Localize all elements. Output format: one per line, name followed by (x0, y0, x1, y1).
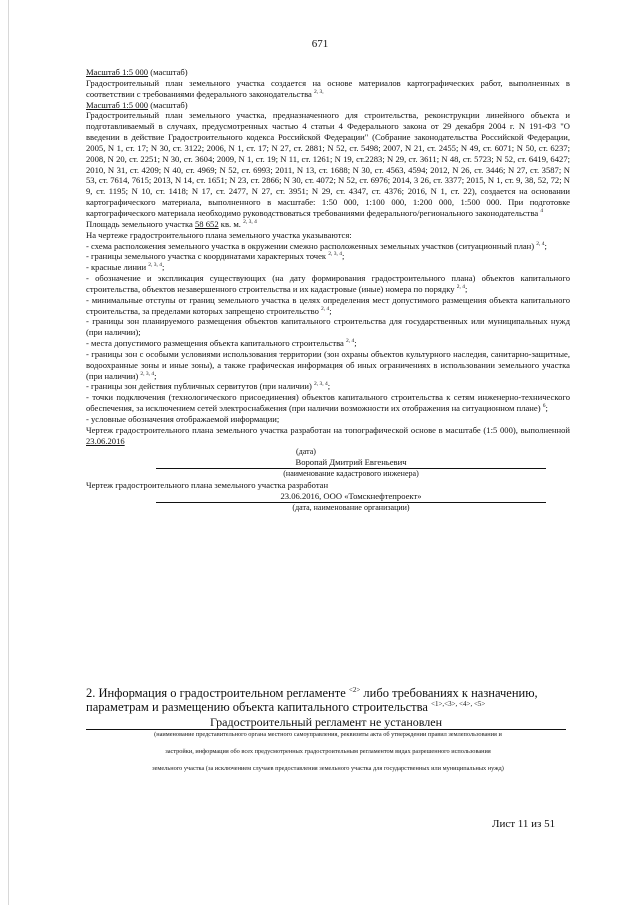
list-item (86, 392, 570, 414)
section-2-title (86, 686, 576, 714)
list-item-end: ; (545, 403, 548, 414)
list-item-text: - обозначение и экспликация существующих (на дату формирования градостроительного плана) объектов капитального строительства, объектов незавершенного строительства и их кадастровые (иные) номера по порядку (86, 273, 570, 294)
date-caption: (дата) (296, 446, 316, 456)
list-item (86, 338, 570, 349)
list-item-text: - границы зон планируемого размещения объектов капитального строительства для государственных или муниципальных нужд (при наличии); (86, 316, 570, 338)
list-item-text: - места допустимого размещения объекта капитального строительства (86, 338, 344, 349)
list-item (86, 241, 570, 252)
list-item-text: - условные обозначения отображаемой информации; (86, 414, 280, 424)
list-item-end: ; (329, 305, 332, 316)
drawing-text: Чертеж градостроительного плана земельного участка разработан на топографической основе в масштабе (1:5 000), выполненной (86, 424, 570, 435)
list-item (86, 414, 570, 425)
paragraph-1 (86, 78, 570, 100)
paragraph-2 (86, 110, 570, 218)
list-item-text: - минимальные отступы от границ земельного участка в целях определения мест допустимого размещения объекта капитального строительства, за пределами которых запрещено строительство (86, 294, 570, 316)
list-item-text: - границы зон с особыми условиями использования территории (зон охраны объектов культурного наследия, санитарно-защитные, водоохранные зоны и иные зоны), а также графическая информация об иных ограничениях в использовании земельного участка (при наличии) (86, 348, 570, 381)
drawing-date: 23.06.2016 (86, 435, 125, 446)
scale-suffix-1: (масштаб) (148, 67, 188, 77)
list-item-end: ; (342, 251, 345, 262)
section-2-title-rest: либо требованиях к назначению, параметрам и размещению объекта капитального строительства (86, 686, 538, 714)
area-line (86, 219, 570, 230)
list-item-end: ; (354, 338, 357, 349)
engineer-caption: (наименование кадастрового инженера) (283, 469, 419, 479)
area-value: 58 652 (195, 218, 219, 229)
requirements-list (86, 241, 570, 425)
list-item (86, 295, 570, 317)
list-item (86, 316, 570, 338)
organization: 23.06.2016, ООО «Томскнефтепроект» (156, 491, 546, 503)
area-label: Площадь земельного участка (86, 218, 195, 229)
scale-suffix-2: (масштаб) (148, 99, 188, 110)
scale-line-2 (86, 100, 570, 111)
area-sup: 2, 3, 4 (243, 218, 257, 225)
list-item-sup: 2, 4 (456, 283, 465, 290)
paragraph-2-sup: 4 (540, 207, 544, 214)
section-2-sup-2: <1>,<3>, <4>, <5> (431, 700, 486, 708)
list-item-text: - границы зон действия публичных сервитутов (при наличии) (86, 381, 312, 392)
sheet-number: Лист 11 из 51 (492, 818, 556, 830)
footnote-line-1: (наименование представительного органа местного самоуправления, реквизиты акта об утверждении правил землепользования и (154, 731, 502, 738)
developed-by: Чертеж градостроительного плана земельного участка разработан (86, 480, 329, 491)
engineer-name: Воропай Дмитрий Евгеньевич (156, 457, 546, 469)
section-2-sup-1: <2> (348, 686, 361, 694)
list-item-sup: 2, 3, 4 (140, 370, 155, 377)
footnote-line-3: земельного участка (за исключением случаев предоставления земельного участка для государственных или муниципальных нужд) (152, 765, 504, 772)
paragraph-1-sup: 2, 3, (314, 88, 324, 95)
list-intro: На чертеже градостроительного плана земельного участка указываются: (86, 229, 352, 240)
list-item-text: - границы земельного участка с координатами характерных точек (86, 251, 327, 262)
scale-value-2: Масштаб 1:5 000 (86, 99, 149, 110)
area-unit: кв. м. (218, 218, 241, 229)
scale-line-1 (86, 67, 570, 78)
list-item-end: ; (327, 381, 331, 392)
list-item-sup: 6 (542, 403, 546, 410)
list-item-sup: 2, 3, 4 (148, 262, 163, 269)
list-item (86, 349, 570, 382)
scan-edge (8, 0, 9, 905)
footnote-line-2: застройки, информация обо всех предусмотренных градостроительным регламентом видах разрешенного использования (165, 748, 491, 755)
paragraph-2-text: Градостроительный план земельного участка, предназначенного для строительства, реконструкции линейного объекта и подготавливаемый в случаях, предусмотренных частью 4 статьи 4 Федерального закона от 29 декабря 2004 г. N 191-ФЗ "О введении в действие Градостроительного кодекса Российской Федерации" (Собрание законодательства Российской Федерации, 2005, N 1, ст. 17; N 30, ст. 3122; 2006, N 1, ст. 17; N 27, ст. 2881; N 52, ст. 5498; 2007, N 21, ст. 2455; N 49, ст. 6071; N 50, ст. 6237; 2008, N 20, ст. 2251; N 30, ст. 3604; 2009, N 1, ст. 19; N 11, ст. 1261; N 19, ст.2283; N 29, ст. 3611; N 48, ст. 5723; N 52, ст. 6419, 6427; 2010, N 31, ст. 4209; N 40, ст. 4969; N 52, ст. 6993; 2011, N 13, ст. 1688; N 30, ст. 4563, 4594; 2012, N 26, ст. 3446; N 27, ст. 3587; N 53, ст. 7614, 7615; 2013, N 14, ст. 1651; N 23, ст. 2866; N 30, ст. 4072; N 52, ст. 6976; 2014, 3 26, ст. 3377; 2015, N 1, ст. 9, 38, 52, 72; N 9, ст. 1195; N 10, ст. 1418; N 17, ст. 2477, N 27, ст. 3951; N 29, ст. 4347, ст. 4376; 2016, N 1, ст. 22), создается на основании картографического материала, выполненного в масштабе: 1:50 000, 1:100 000, 1:200 000, 1:500 000. При подготовке картографического материала необходимо руководствоваться требованиями федерального/регионального законодательства (86, 110, 570, 218)
drawing-paragraph (86, 425, 570, 447)
list-item-sup: 2, 3, 4 (328, 251, 342, 258)
page-number: 671 (311, 38, 329, 50)
regulation-status: Градостроительный регламент не установлен (86, 716, 566, 730)
list-item-end: ; (464, 283, 468, 294)
paragraph-1-text: Градостроительный план земельного участка создается на основе материалов картографических работ, выполненных в соответствии с требованиями федерального законодательства (86, 77, 570, 99)
list-item-text: - точки подключения (технологического присоединения) объектов капитального строительства к сетям инженерно-технического обеспечения, за исключением сетей электроснабжения (при наличии возможности их отображения на ситуационном плане) (86, 392, 570, 414)
list-item (86, 273, 570, 295)
list-item-end: ; (544, 240, 547, 251)
scale-value-1: Масштаб 1:5 000 (86, 67, 149, 77)
list-item-sup: 2, 4 (321, 305, 330, 312)
list-item (86, 262, 570, 273)
organization-caption: (дата, наименование организации) (292, 503, 410, 513)
list-item-text: - красные линии (86, 262, 147, 273)
main-text (86, 67, 570, 514)
list-item-end: ; (162, 262, 165, 273)
list-item (86, 381, 570, 392)
section-2-title-text: 2. Информация о градостроительном регламенте (86, 686, 346, 700)
list-item-text: - схема расположения земельного участка в окружении смежно расположенных земельных участков (ситуационный план) (86, 240, 535, 251)
list-item (86, 251, 570, 262)
list-item-sup: 2, 4 (536, 240, 545, 247)
list-item-sup: 2, 4 (346, 338, 355, 345)
list-item-sup: 2, 3, 4 (314, 381, 328, 388)
list-item-end: ; (154, 370, 157, 381)
